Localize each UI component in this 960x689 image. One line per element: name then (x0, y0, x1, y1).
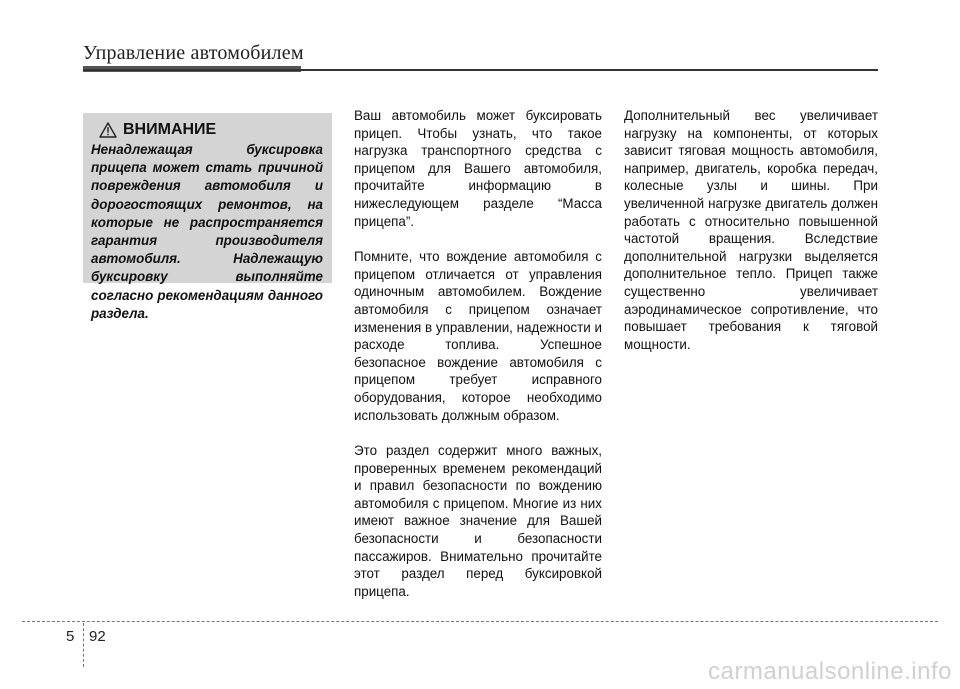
column-3 (624, 107, 878, 371)
warning-box (83, 113, 332, 321)
warning-heading (99, 121, 323, 139)
paragraph: Помните, что вождение автомобиля с прицепом отличается от управления одиночным автомобилем. Вождение автомобиля с прицепом означает изменения в управлении, надежности и расходе топлива. Успешное безопасное вождение автомобиля с прицепом требует исправного оборудования, которое необходимо использовать должным образом. (354, 249, 602, 423)
chapter-number: 5 (66, 628, 75, 645)
column-2 (354, 107, 602, 618)
warning-title: ВНИМАНИЕ (123, 121, 217, 138)
paragraph: Ваш автомобиль может буксировать прицеп. Чтобы узнать, что такое нагрузка транспортного средства с прицепом для Вашего автомобиля, прочитайте информацию в нижеследующем разделе “Масса прицепа”. (354, 108, 602, 229)
watermark: carmanualsonline.info (708, 658, 952, 685)
warning-triangle-icon (99, 122, 117, 138)
paragraph: Дополнительный вес увеличивает нагрузку на компоненты, от которых зависит тяговая мощность автомобиля, например, двигатель, коробка передач, колесные узлы и шины. При увеличенной нагрузке двигатель должен работать с относительно повышенной частотой вращения. Вследствие дополнительной нагрузки выделяется дополнительное тепло. Прицеп также существенно увеличивает аэродинамическое сопротивление, что повышает требования к тяговой мощности. (624, 108, 878, 352)
header-title: Управление автомобилем (83, 42, 304, 64)
header-rule (83, 69, 878, 71)
warning-text: Ненадлежащая буксировка прицепа может стать причиной повреждения автомобиля и дорогостоящих ремонтов, на которые не распространяется гарантия производителя автомобиля. Надлежащую буксировку выполняйте согласно рекомендациям данного раздела. (91, 142, 323, 321)
footer-divider (22, 621, 938, 622)
footer-vertical-divider (83, 623, 84, 667)
page-number: 92 (89, 628, 106, 645)
paragraph: Это раздел содержит много важных, проверенных временем рекомендаций и правил безопасности по вождению автомобиля с прицепом. Многие из них имеют важное значение для Вашей безопасности и безопасности пассажиров. Внимательно прочитайте этот раздел перед буксировкой прицепа. (354, 443, 602, 599)
